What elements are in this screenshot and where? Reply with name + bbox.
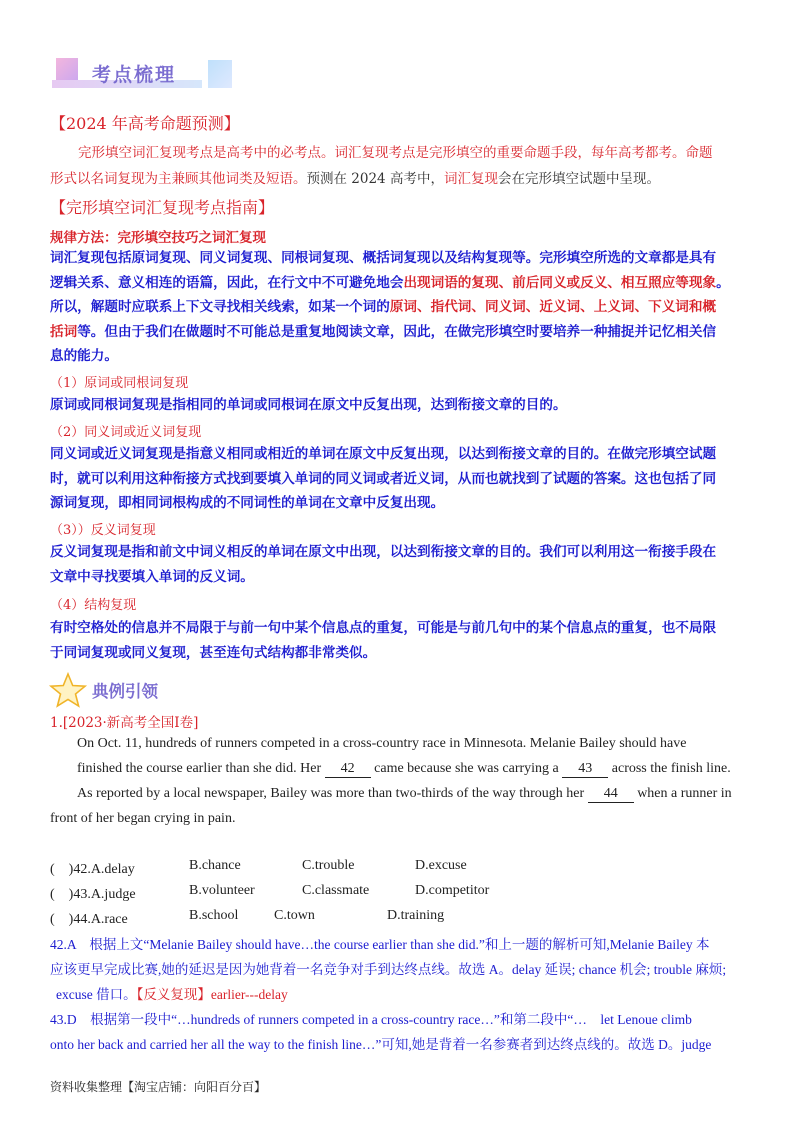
answer-line: onto her back and carried her all the way to the finish line…”可知,她是背着一名参赛者到达终点线的。故选 D。judge (50, 1037, 712, 1052)
option-num: ( )43.A.judge (50, 887, 136, 902)
guide-line (50, 320, 756, 345)
item-subtitle: （3））反义词复现 (50, 523, 156, 538)
item-subtitle: （4）结构复现 (50, 598, 137, 613)
answer-line: 应该更早完成比赛,她的延迟是因为她背着一名竞争对手到达终点线。故选 A。delay 延误; chance 机会; trouble 麻烦; (50, 962, 727, 977)
forecast-line (50, 166, 753, 192)
option-b: B.chance (189, 858, 241, 873)
option-num: ( )42.A.delay (50, 862, 135, 877)
guide-heading: 【完形填空词汇复现考点指南】 (50, 198, 275, 217)
passage-text: when a runner in (637, 786, 732, 801)
item-subtitle: （2）同义词或近义词复现 (50, 425, 202, 440)
example-source: 1.[2023·新高考全国Ⅰ卷] (50, 715, 199, 731)
guide-text: 所以，解题时应联系上下文寻找相关线索，如某一个词的 (50, 299, 390, 315)
answer-line (50, 982, 756, 1007)
option-b: B.school (189, 908, 239, 923)
passage-line: On Oct. 11, hundreds of runners competed in a cross-country race in Minnesota. Melanie Bailey should have (77, 736, 687, 751)
passage-text: finished the course earlier than she did. Her (77, 761, 322, 776)
guide-line: 词汇复现包括原词复现、同义词复现、同根词复现、概括词复现以及结构复现等。完形填空所选的文章都是具有 (50, 250, 717, 266)
forecast-paragraph (50, 140, 753, 192)
item-line: 时，就可以利用这种衔接方式找到要填入单词的同义词或者近义词，从而也就找到了试题的答案。这也包括了同 (50, 470, 717, 487)
footer-note: 资料收集整理【淘宝店铺：向阳百分百】 (50, 1080, 267, 1094)
option-d: D.competitor (415, 883, 490, 898)
forecast-line: 完形填空词汇复现考点是高考中的必考点。词汇复现考点是完形填空的重要命题手段，每年高考都考。命题 (78, 145, 713, 161)
forecast-text: 会在完形填空试题中呈现。 (497, 171, 660, 187)
item-line: 有时空格处的信息并不局限于与前一句中某个信息点的重复，可能是与前几句中的某个信息点的重复，也不局限 (50, 620, 717, 636)
option-c: C.trouble (302, 858, 355, 873)
blank-43: 43 (562, 761, 608, 778)
option-d: D.training (387, 908, 445, 923)
item-body (50, 442, 756, 516)
item-body (50, 616, 756, 665)
passage-text: As reported by a local newspaper, Bailey was more than two-thirds of the way through her (77, 786, 585, 801)
answer-line: 42.A 根据上文“Melanie Bailey should have…the course earlier than she did.”和上一题的解析可知,Melanie Bailey 本 (50, 937, 710, 952)
answer-highlight: 【反义复现】earlier---delay (136, 987, 288, 1002)
guide-line (50, 295, 756, 320)
blank-42: 42 (325, 761, 371, 778)
item-body (50, 393, 756, 418)
forecast-highlight: 词汇复现 (443, 171, 498, 187)
item-line: 于同词复现或同义复现，甚至连句式结构都非常类似。 (50, 644, 377, 661)
answer-text: excuse 借口。 (56, 987, 137, 1002)
option-b: B.volunteer (189, 883, 255, 898)
item-subtitle: （1）原词或同根词复现 (50, 376, 189, 391)
option-c: C.town (274, 908, 315, 923)
guide-paragraph (50, 246, 756, 369)
star-icon (48, 672, 88, 708)
option-c: C.classmate (302, 883, 370, 898)
guide-text: 等。但由于我们在做题时不可能总是重复地阅读文章，因此，在做完形填空时要培养一种捕捉并记忆相关信 (77, 323, 717, 340)
passage-line: front of her began crying in pain. (50, 811, 236, 826)
passage-text: came because she was carrying a (374, 761, 559, 776)
passage-line (77, 761, 731, 778)
item-line: 反义词复现是指和前文中词义相反的单词在原文中出现，以达到衔接文章的目的。我们可以利用这一衔接手段在 (50, 544, 717, 560)
option-num: ( )44.A.race (50, 912, 128, 927)
guide-text: 。 (716, 274, 730, 291)
answer-block (50, 932, 756, 1057)
forecast-heading: 【2024 年高考命题预测】 (50, 114, 240, 133)
passage-line (77, 786, 732, 803)
item-line: 文章中寻找要填入单词的反义词。 (50, 568, 254, 585)
blank-44: 44 (588, 786, 634, 803)
guide-highlight: 括词 (50, 323, 78, 340)
item-line: 源词复现，即相同词根构成的不同词性的单词在文章中反复出现。 (50, 495, 445, 511)
forecast-text: 预测在 2024 高考中， (306, 171, 444, 187)
item-line: 原词或同根词复现是指相同的单词或同根词在原文中反复出现，达到衔接文章的目的。 (50, 397, 567, 413)
forecast-text: 形式以名词复现为主兼顾其他词类及短语。 (50, 171, 307, 187)
example-header (48, 672, 308, 708)
example-heading: 典例引领 (92, 682, 158, 701)
option-d: D.excuse (415, 858, 467, 873)
section-header (52, 54, 242, 96)
guide-line: 息的能力。 (50, 348, 118, 364)
guide-text: 逻辑关系、意义相连的语篇，因此，在行文中不可避免地会 (50, 274, 404, 291)
header-decoration (208, 60, 232, 88)
answer-line: 43.D 根据第一段中“…hundreds of runners competed in a cross-country race…”和第二段中“… let Lenoue climb (50, 1012, 692, 1027)
item-line: 同义词或近义词复现是指意义相同或相近的单词在原文中反复出现，以达到衔接文章的目的。在做完形填空试题 (50, 446, 717, 462)
section-title: 考点梳理 (92, 64, 177, 86)
guide-line (50, 271, 756, 296)
guide-highlight: 原词、指代词、同义词、近义词、上义词、下义词和概 (389, 299, 717, 315)
method-title: 规律方法：完形填空技巧之词汇复现 (50, 230, 266, 246)
passage-text: across the finish line. (611, 761, 731, 776)
guide-highlight: 出现词语的复现、前后同义或反义、相互照应等现象 (403, 274, 717, 291)
item-body (50, 540, 756, 589)
